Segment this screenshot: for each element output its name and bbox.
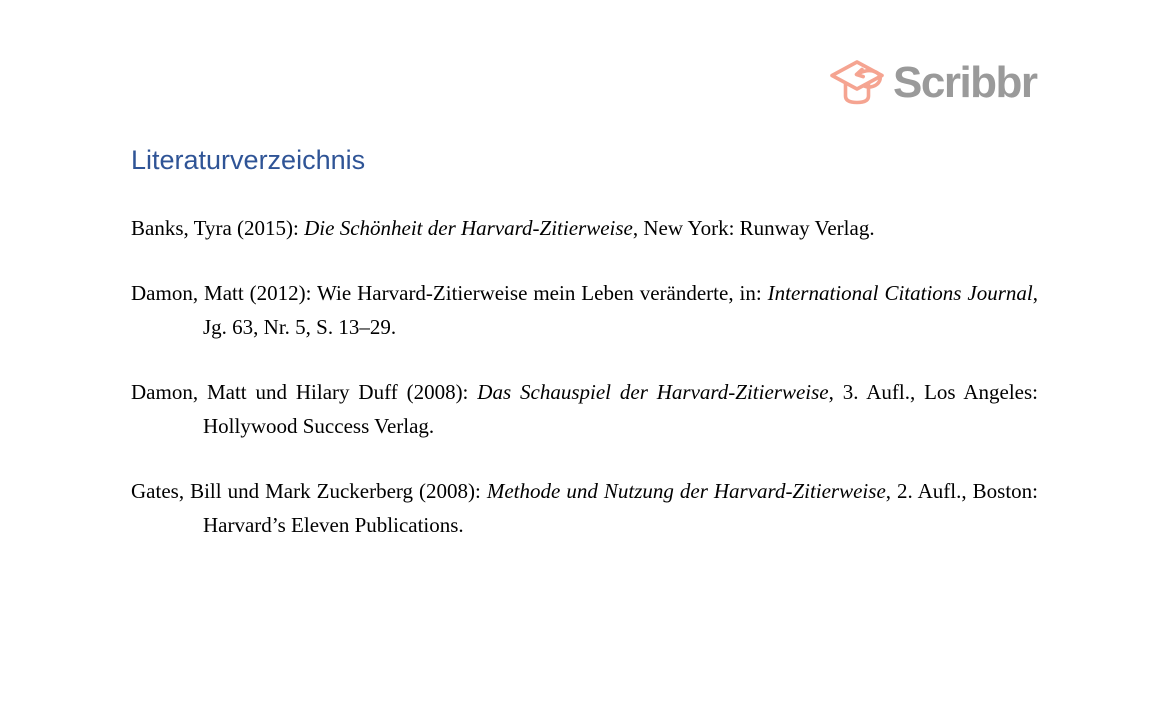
reference-entry-1	[131, 211, 1038, 245]
reference-text: , New York: Runway Verlag.	[632, 216, 875, 240]
graduation-cap-icon	[828, 54, 886, 112]
page-title: Literaturverzeichnis	[131, 145, 366, 175]
scribbr-wordmark: Scribbr	[893, 58, 1037, 107]
reference-list	[131, 211, 1038, 542]
reference-text: , 3. Aufl., Los Angeles: Hollywood Success Verlag.	[203, 380, 1038, 438]
reference-text: Damon, Matt (2012): Wie Harvard-Zitierweise mein Leben veränderte, in:	[131, 281, 768, 305]
reference-entry-4	[131, 474, 1038, 542]
reference-text: Damon, Matt und Hilary Duff (2008):	[131, 380, 478, 404]
reference-text: , Jg. 63, Nr. 5, S. 13–29.	[203, 281, 1038, 339]
reference-title-italic: Das Schauspiel der Harvard-Zitierweise	[477, 380, 829, 404]
reference-text: Banks, Tyra (2015):	[131, 216, 305, 240]
reference-text: Gates, Bill und Mark Zuckerberg (2008):	[131, 479, 487, 503]
reference-title-italic: International Citations Journal	[767, 281, 1033, 305]
reference-title-italic: Methode und Nutzung der Harvard-Zitierweise	[486, 479, 886, 503]
reference-entry-2	[131, 276, 1038, 344]
reference-title-italic: Die Schönheit der Harvard-Zitierweise	[304, 216, 633, 240]
reference-entry-3	[131, 375, 1038, 443]
reference-text: , 2. Aufl., Boston: Harvard’s Eleven Publications.	[203, 479, 1038, 537]
scribbr-logo	[828, 54, 1037, 112]
